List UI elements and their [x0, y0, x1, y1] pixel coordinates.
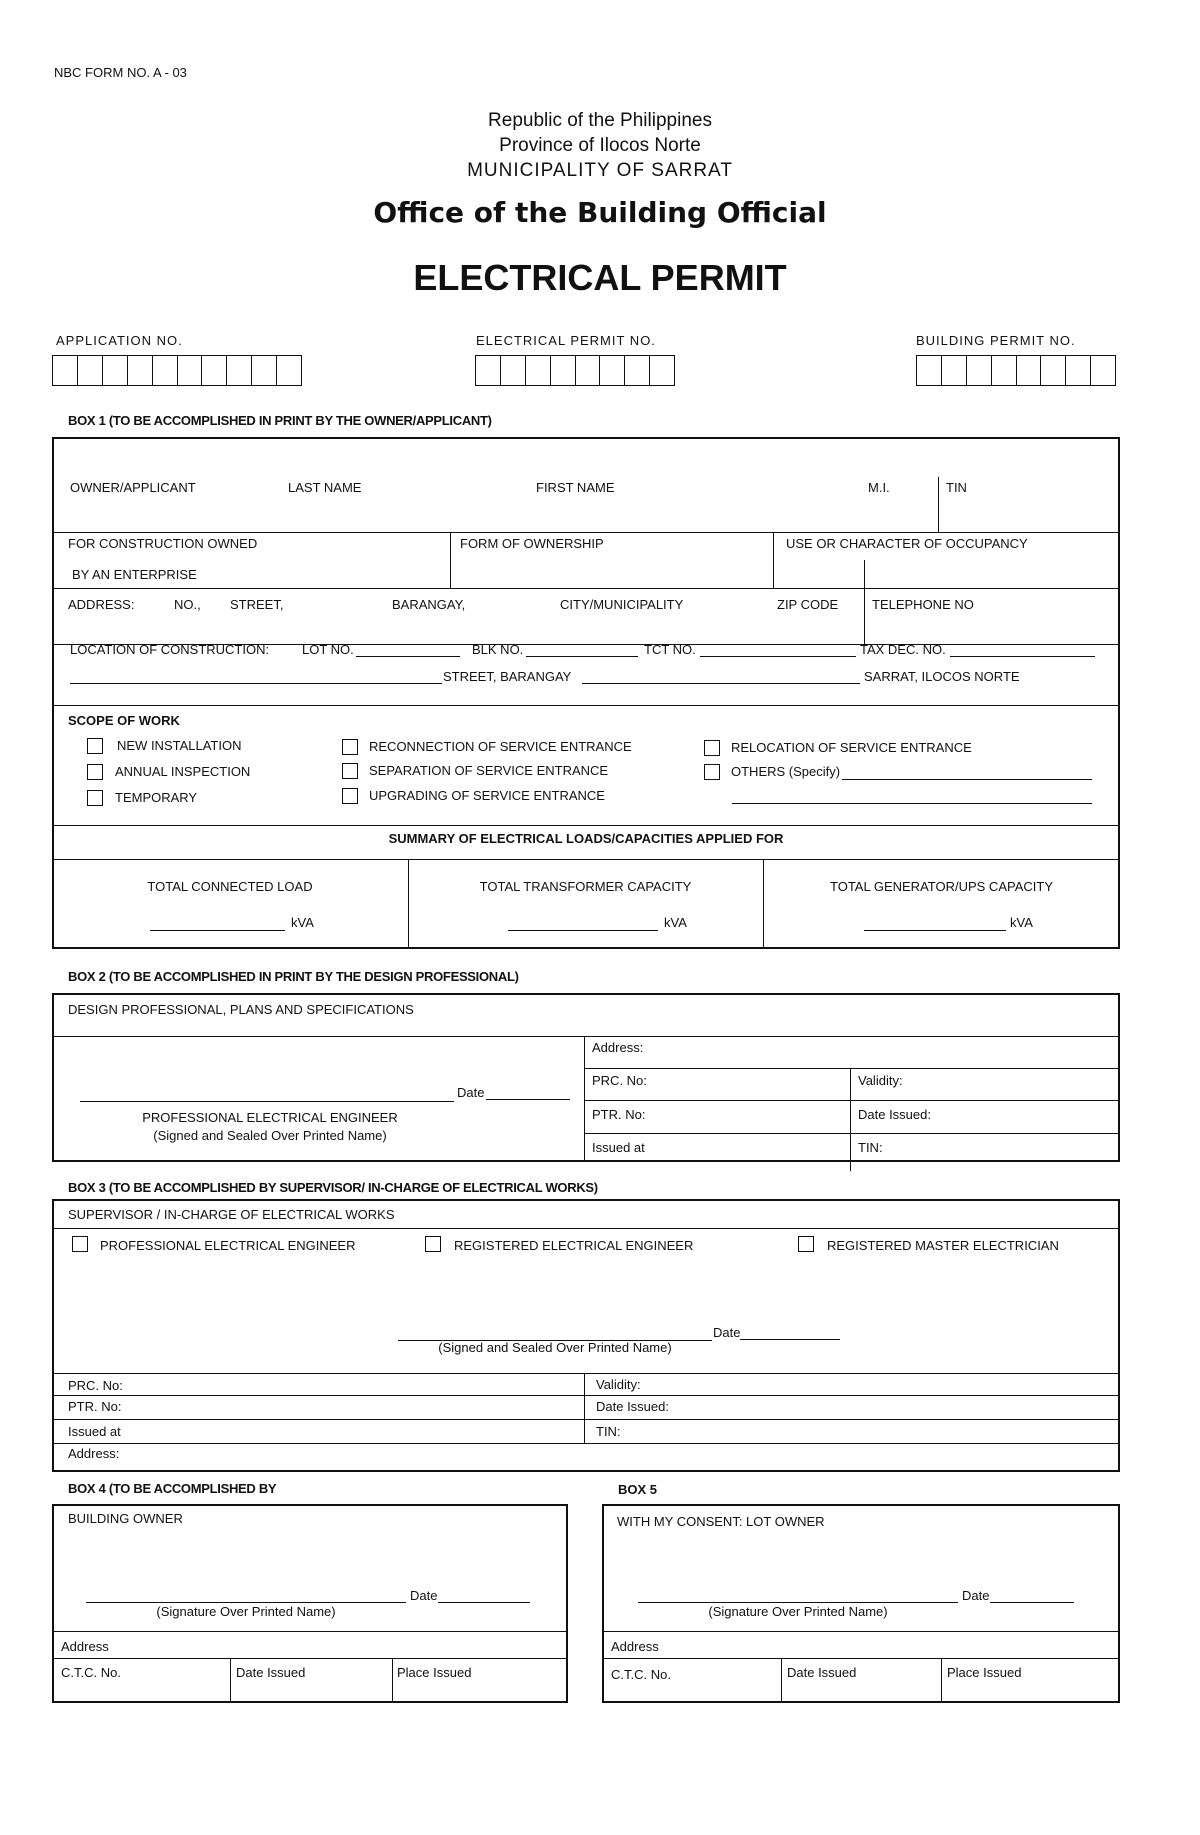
summary-label: SUMMARY OF ELECTRICAL LOADS/CAPACITIES APPLIED FOR: [388, 831, 784, 846]
tax-dec-label: TAX DEC. NO.: [860, 642, 946, 657]
total-transformer-label: TOTAL TRANSFORMER CAPACITY: [479, 879, 692, 894]
relocation-label: RELOCATION OF SERVICE ENTRANCE: [731, 740, 972, 755]
box4-date-issued-label: Date Issued: [236, 1665, 306, 1680]
building-permit-no-label: BUILDING PERMIT NO.: [916, 333, 1076, 348]
box5-signature-label: (Signature Over Printed Name): [708, 1604, 888, 1619]
box5-consent-label: WITH MY CONSENT: LOT OWNER: [617, 1514, 825, 1529]
separation-checkbox[interactable]: [342, 763, 358, 779]
box1: [52, 437, 1120, 949]
box4-place-issued-label: Place Issued: [397, 1665, 472, 1680]
box2-heading: BOX 2 (TO BE ACCOMPLISHED IN PRINT BY THE DESIGN PROFESSIONAL): [68, 969, 519, 984]
temporary-label: TEMPORARY: [115, 790, 198, 805]
box3-signed-label: (Signed and Sealed Over Printed Name): [438, 1340, 672, 1355]
box5-date-issued-label: Date Issued: [787, 1665, 857, 1680]
temporary-checkbox[interactable]: [87, 790, 103, 806]
box5-ctc-label: C.T.C. No.: [611, 1667, 671, 1682]
office-title: Office of the Building Official: [373, 196, 827, 229]
upgrading-label: UPGRADING OF SERVICE ENTRANCE: [369, 788, 605, 803]
box3-issued-at-label: Issued at: [68, 1424, 121, 1439]
box4-owner-label: BUILDING OWNER: [68, 1511, 183, 1526]
new-installation-label: NEW INSTALLATION: [117, 738, 242, 753]
box2-pee-label: PROFESSIONAL ELECTRICAL ENGINEER: [142, 1110, 398, 1125]
location-street-input[interactable]: [70, 683, 442, 684]
box5-date-label: Date: [962, 1588, 990, 1603]
header-municipality: MUNICIPALITY OF SARRAT: [467, 160, 733, 181]
tct-no-label: TCT NO.: [644, 642, 696, 657]
form-of-ownership-label: FORM OF OWNERSHIP: [460, 536, 604, 551]
box5-heading: BOX 5: [618, 1482, 658, 1497]
box2-signature-line[interactable]: [80, 1101, 454, 1102]
by-enterprise-label: BY AN ENTERPRISE: [72, 567, 197, 582]
supervisor-label: SUPERVISOR / IN-CHARGE OF ELECTRICAL WORKS: [68, 1207, 395, 1222]
sarrat-label: SARRAT, ILOCOS NORTE: [864, 669, 1020, 684]
box3-pee-checkbox[interactable]: [72, 1236, 88, 1252]
box4-date-input[interactable]: [438, 1602, 530, 1603]
box3-prc-label: PRC. No:: [68, 1378, 123, 1393]
box4-heading: BOX 4 (TO BE ACCOMPLISHED BY: [68, 1481, 277, 1496]
lot-no-label: LOT NO.: [302, 642, 354, 657]
tct-no-input[interactable]: [700, 656, 856, 657]
building-permit-no-input[interactable]: [916, 355, 1116, 386]
box3-ptr-label: PTR. No:: [68, 1399, 122, 1414]
application-no-label: APPLICATION NO.: [56, 333, 183, 348]
electrical-permit-no-input[interactable]: [475, 355, 675, 386]
box2-validity-label: Validity:: [858, 1073, 903, 1088]
box3-rme-checkbox[interactable]: [798, 1236, 814, 1252]
box2-signed-label: (Signed and Sealed Over Printed Name): [153, 1128, 387, 1143]
address-street-label: STREET,: [230, 597, 284, 612]
zip-code-label: ZIP CODE: [777, 597, 839, 612]
reconnection-checkbox[interactable]: [342, 739, 358, 755]
address-no-label: NO.,: [174, 597, 201, 612]
box2-ptr-label: PTR. No:: [592, 1107, 646, 1122]
header-province: Province of Ilocos Norte: [499, 135, 701, 156]
box3-pee-label: PROFESSIONAL ELECTRICAL ENGINEER: [100, 1238, 356, 1253]
box3-address-label: Address:: [68, 1446, 120, 1461]
blk-no-label: BLK NO.: [472, 642, 524, 657]
separation-label: SEPARATION OF SERVICE ENTRANCE: [369, 763, 609, 778]
total-generator-label: TOTAL GENERATOR/UPS CAPACITY: [830, 879, 1053, 894]
annual-inspection-checkbox[interactable]: [87, 764, 103, 780]
new-installation-checkbox[interactable]: [87, 738, 103, 754]
upgrading-checkbox[interactable]: [342, 788, 358, 804]
box2-date-issued-label: Date Issued:: [858, 1107, 931, 1122]
box4-date-label: Date: [410, 1588, 438, 1603]
mi-label: M.I.: [868, 480, 890, 495]
box1-heading: BOX 1 (TO BE ACCOMPLISHED IN PRINT BY THE OWNER/APPLICANT): [68, 413, 492, 428]
box3-date-label: Date: [713, 1325, 741, 1340]
box3-date-input[interactable]: [740, 1339, 840, 1340]
form-number: NBC FORM NO. A - 03: [54, 65, 187, 80]
box4-signature-label: (Signature Over Printed Name): [156, 1604, 336, 1619]
box3-validity-label: Validity:: [596, 1377, 641, 1392]
owner-applicant-label: OWNER/APPLICANT: [70, 480, 196, 495]
last-name-label: LAST NAME: [288, 480, 362, 495]
kva-unit-2: kVA: [664, 915, 687, 930]
box5-date-input[interactable]: [990, 1602, 1074, 1603]
location-label: LOCATION OF CONSTRUCTION:: [70, 642, 270, 657]
address-barangay-label: BARANGAY,: [392, 597, 466, 612]
box2-date-input[interactable]: [486, 1099, 570, 1100]
reconnection-label: RECONNECTION OF SERVICE ENTRANCE: [369, 739, 632, 754]
box5-address-label: Address: [611, 1639, 659, 1654]
kva-unit-3: kVA: [1010, 915, 1033, 930]
others-specify-input[interactable]: [842, 779, 1092, 780]
street-barangay-label: STREET, BARANGAY: [443, 669, 572, 684]
annual-inspection-label: ANNUAL INSPECTION: [115, 764, 251, 779]
box3-tin-label: TIN:: [596, 1424, 621, 1439]
box3-rme-label: REGISTERED MASTER ELECTRICIAN: [827, 1238, 1059, 1253]
header-republic: Republic of the Philippines: [488, 110, 712, 131]
others-label: OTHERS (Specify): [731, 764, 841, 779]
box4-ctc-label: C.T.C. No.: [61, 1665, 121, 1680]
telephone-label: TELEPHONE NO: [872, 597, 974, 612]
page-title: ELECTRICAL PERMIT: [413, 257, 787, 298]
location-barangay-input[interactable]: [582, 683, 860, 684]
others-checkbox[interactable]: [704, 764, 720, 780]
kva-unit-1: kVA: [291, 915, 314, 930]
scope-of-work-label: SCOPE OF WORK: [68, 713, 180, 728]
total-connected-load-label: TOTAL CONNECTED LOAD: [147, 879, 313, 894]
box2-date-label: Date: [457, 1085, 485, 1100]
box5-signature-line[interactable]: [638, 1602, 958, 1603]
box2-address-label: Address:: [592, 1040, 644, 1055]
box3-heading: BOX 3 (TO BE ACCOMPLISHED BY SUPERVISOR/ IN-CHARGE OF ELECTRICAL WORKS): [68, 1180, 598, 1195]
total-connected-load-input[interactable]: [150, 930, 285, 931]
box3-date-issued-label: Date Issued:: [596, 1399, 669, 1414]
box2-issued-at-label: Issued at: [592, 1140, 645, 1155]
electrical-permit-no-label: ELECTRICAL PERMIT NO.: [476, 333, 656, 348]
use-occupancy-label: USE OR CHARACTER OF OCCUPANCY: [786, 536, 1028, 551]
tax-dec-input[interactable]: [950, 656, 1095, 657]
box3-ree-checkbox[interactable]: [425, 1236, 441, 1252]
first-name-label: FIRST NAME: [536, 480, 615, 495]
box2-prc-label: PRC. No:: [592, 1073, 647, 1088]
box4-signature-line[interactable]: [86, 1602, 406, 1603]
tin-label: TIN: [946, 480, 967, 495]
total-transformer-input[interactable]: [508, 930, 658, 931]
lot-no-input[interactable]: [356, 656, 460, 657]
for-construction-label: FOR CONSTRUCTION OWNED: [68, 536, 258, 551]
address-city-label: CITY/MUNICIPALITY: [560, 597, 684, 612]
design-professional-label: DESIGN PROFESSIONAL, PLANS AND SPECIFICATIONS: [68, 1002, 414, 1017]
box5-place-issued-label: Place Issued: [947, 1665, 1022, 1680]
others-specify-input-2[interactable]: [732, 803, 1092, 804]
blk-no-input[interactable]: [526, 656, 638, 657]
box3-ree-label: REGISTERED ELECTRICAL ENGINEER: [454, 1238, 694, 1253]
application-no-input[interactable]: [52, 355, 302, 386]
box2-tin-label: TIN:: [858, 1140, 883, 1155]
box4-address-label: Address: [61, 1639, 109, 1654]
address-label: ADDRESS:: [68, 597, 135, 612]
relocation-checkbox[interactable]: [704, 740, 720, 756]
total-generator-input[interactable]: [864, 930, 1006, 931]
